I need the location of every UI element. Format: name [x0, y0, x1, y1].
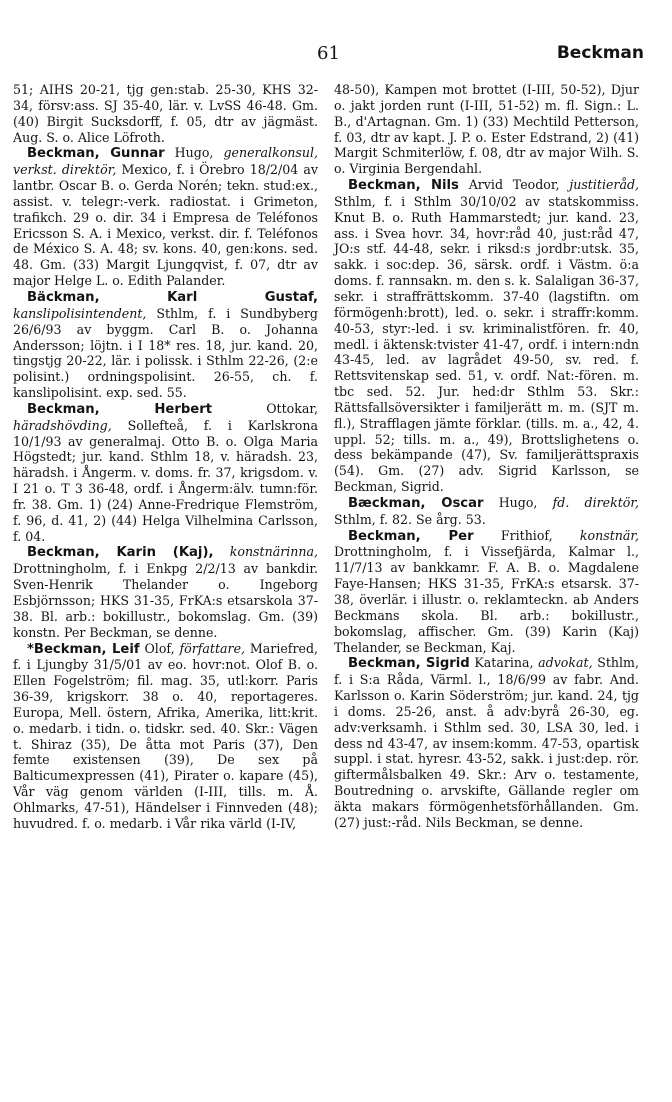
- entry-given-names: Katarina,: [469, 655, 539, 671]
- entry-body: Sthlm, f. i Sundbyberg 26/6/93 av byggm. Carl B. o. Johanna Andersson; löjtn. i I 18* res. 18, jur. kand. 20, tingstjg 20-22, lär. i polissk. i Sthlm 22-26, (2:e polisint.) ordningspolisint. 26-55, ch. f. kanslipolisint. exp. sed. 55.: [13, 305, 318, 401]
- entry-given-names: Frithiof,: [473, 527, 580, 543]
- entry-title: konstnär,: [579, 527, 640, 543]
- biography-entry: [334, 655, 639, 830]
- right-column: [334, 82, 639, 831]
- entry-given-names: Olof,: [139, 640, 180, 656]
- entry-title: författare,: [179, 640, 246, 656]
- entry-name: Beckman, Karin (Kaj),: [27, 545, 214, 561]
- running-head-name: Beckman: [556, 43, 644, 63]
- biography-entry: [334, 177, 639, 495]
- entry-title: konstnärinna,: [229, 544, 318, 560]
- entry-title: häradshövding,: [13, 417, 112, 433]
- entry-title: kanslipolisintendent,: [13, 305, 147, 321]
- entry-name: Beckman, Herbert: [27, 401, 213, 417]
- entry-body: Mexico, f. i Örebro 18/2/04 av lantbr. Oscar B. o. Gerda Norén; tekn. stud:ex., assist. v. telegr:-verk. radiostat. i Grimeton, trafikch. 29 o. dir. 34 i Empresa de Teléfonos Ericsson S. A. i Mexico, verkst. dir. f. Teléfonos de México S. A. 48; sv. kons. 40, gen:kons. sed. 48. Gm. (33) Margit Ljungqvist, f. 07, dtr av major Helge L. o. Edith Palander.: [13, 162, 318, 289]
- biography-entry: [13, 289, 318, 401]
- biography-entry: [13, 145, 318, 289]
- biography-entry: [13, 544, 318, 640]
- entry-body: Mariefred, f. i Ljungby 31/5/01 av eo. hovr:not. Olof B. o. Ellen Fogelström; fil. mag. 35, utl:korr. Paris 36-39, krigskorr. 38 o. 40, reportageres. Europa, Mell. östern, Afrika, Amerika, litt:krit. o. medarb. i tidn. o. tidskr. sed. 40. Skr.: Vägen t. Shiraz (35), De åtta mot Paris (37), Den femte existensen (39), De sex på Balticumexpressen (41), Pirater o. kapare (45), Vår väg genom världen (I-III, tills. m. Å. Ohlmarks, 47-51), Händelser i Finnveden (48); huvudred. f. o. medarb. i Vår rika värld (I-IV,: [13, 640, 319, 831]
- entry-body: Drottningholm, f. i Enkpg 2/2/13 av bankdir. Sven-Henrik Thelander o. Ingeborg Esbjörnsson; HKS 31-35, FrKA:s etsarskola 37-38. Bl. arb.: bokillustr., bokomslag. Gm. (39) konstn. Per Beckman, se denne.: [13, 561, 318, 640]
- entry-body: Sthlm, f. 82. Se årg. 53.: [334, 511, 486, 527]
- entry-name: Beckman, Gunnar: [27, 146, 165, 162]
- entry-body: Sthlm, f. i Sthlm 30/10/02 av statskommiss. Knut B. o. Ruth Hammarstedt; jur. kand. 23, ass. i Svea hovr. 34, hovr:råd 40, just:råd 47, JO:s stf. 44-48, sekr. i riksd:s jordbr:utsk. 35, sakk. i soc:dep. 36, särsk. ordf. i Västm. ö:a doms. f. rannsakn. m. den s. k. Salaligan 36-37, sekr. i straffrättskomm. 37-40 (lagstiftn. om förmögenh:brott), led. o. sekr. i straffr:komm. 40-53, styr:-led. i sv. kriminalistfören. fr. 40, medl. i äktensk:tvister 41-47, ordf. i intern:ndn 43-45, led. av lagrådet 49-50, sv. red. f. Rettsvitenskap sed. 51, v. ordf. Nat:-fören. m. tbc sed. 52. Jur. hed:dr Sthlm 53. Skr.: Rättsfallsöversikter i familjerätt m. m. (SJT m. fl.), Strafflagen jämte förklar. (tills. m. a., 42, 4. uppl. 52; tills. m. a., 49), Brottslighetens o. dess bekämpande (47), Sv. familjerättspraxis (54). Gm. (27) adv. Sigrid Karlsson, se Beckman, Sigrid.: [334, 193, 639, 495]
- entry-given-names: Arvid Teodor,: [458, 177, 570, 193]
- page-number: 61: [317, 43, 340, 64]
- entry-name: Bäckman, Karl Gustaf,: [27, 289, 318, 305]
- entry-name: Beckman, Sigrid: [348, 656, 470, 672]
- entry-given-names: Hugo,: [483, 494, 553, 510]
- left-column: [13, 82, 318, 832]
- continuation-text: 48-50), Kampen mot brottet (I-III, 50-52), Djur o. jakt jorden runt (I-III, 51-52) m. fl. Sign.: L. B., d'Artagnan. Gm. 1) (33) Mechtild Petterson, f. 03, dtr av kapt. J. P. o. Ester Edstrand, 2) (41) Margit Schmiterlöw, f. 08, dtr av major Wilh. S. o. Virginia Bergendahl.: [334, 82, 639, 177]
- entry-body: Drottningholm, f. i Vissefjärda, Kalmar l., 11/7/13 av bankkamr. F. A. B. o. Magdalene Faye-Hansen; HKS 31-35, FrKA:s etsarsk. 37-38, överlär. i illustr. o. reklamteckn. ab Anders Beckmans skola. Bl. arb.: bokillustr., bokomslag, affischer. Gm. (39) Karin (Kaj) Thelander, se Beckman, Kaj.: [334, 544, 639, 655]
- entry-given-names: Ottokar,: [212, 400, 319, 416]
- biography-entry: [13, 401, 318, 545]
- entry-name: *Beckman, Leif: [27, 641, 140, 657]
- biography-entry: [334, 495, 639, 528]
- entry-name: Beckman, Per: [348, 528, 474, 544]
- entry-title: generalkonsul, verkst. direktör,: [13, 145, 319, 178]
- entry-name: Bæckman, Oscar: [348, 495, 484, 511]
- entry-name: Beckman, Nils: [348, 178, 459, 194]
- biography-entry: [13, 641, 318, 832]
- entry-title: justitieråd,: [569, 177, 640, 193]
- entry-body: Sthlm, f. i S:a Råda, Värml. l., 18/6/99 av fabr. And. Karlsson o. Karin Söderström; jur. kand. 24, tjg i doms. 25-26, anst. å adv:byrå 26-30, eg. adv:verksamh. i Sthlm sed. 30, LSA 30, led. i dess nd 43-47, av insem:komm. 47-53, opartisk suppl. i stat. hyresr. 43-52, sakk. i just:dep. rör. giftermålsbalken 49. Skr.: Arv o. testamente, Boutredning o. arvskifte, Gällande regler om äkta makars förmögenhetsförhållanden. Gm. (27) just:-råd. Nils Beckman, se denne.: [334, 655, 639, 830]
- entry-given-names: Hugo,: [164, 145, 224, 161]
- entry-title: fd. direktör,: [552, 494, 639, 510]
- biography-entry: [334, 528, 639, 656]
- entry-body: Sollefteå, f. i Karlskrona 10/1/93 av generalmaj. Otto B. o. Olga Maria Högstedt; jur. kand. Sthlm 18, v. häradsh. 23, häradsh. i Ångerm. v. doms. fr. 37, krigsdom. v. I 21 o. T 3 36-48, ordf. i Ångerm:älv. tumn:för. fr. 38. Gm. 1) (24) Anne-Fredrique Flemström, f. 96, d. 41, 2) (44) Helga Vilhelmina Carlsson, f. 04.: [13, 417, 318, 544]
- entry-title: advokat,: [538, 655, 593, 671]
- entry-given-names: [214, 544, 230, 559]
- continuation-text: 51; AIHS 20-21, tjg gen:stab. 25-30, KHS 32-34, försv:ass. SJ 35-40, lär. v. LvSS 46-48. Gm. (40) Birgit Sucksdorff, f. 05, dtr av jägmäst. Aug. S. o. Alice Löfroth.: [13, 82, 318, 145]
